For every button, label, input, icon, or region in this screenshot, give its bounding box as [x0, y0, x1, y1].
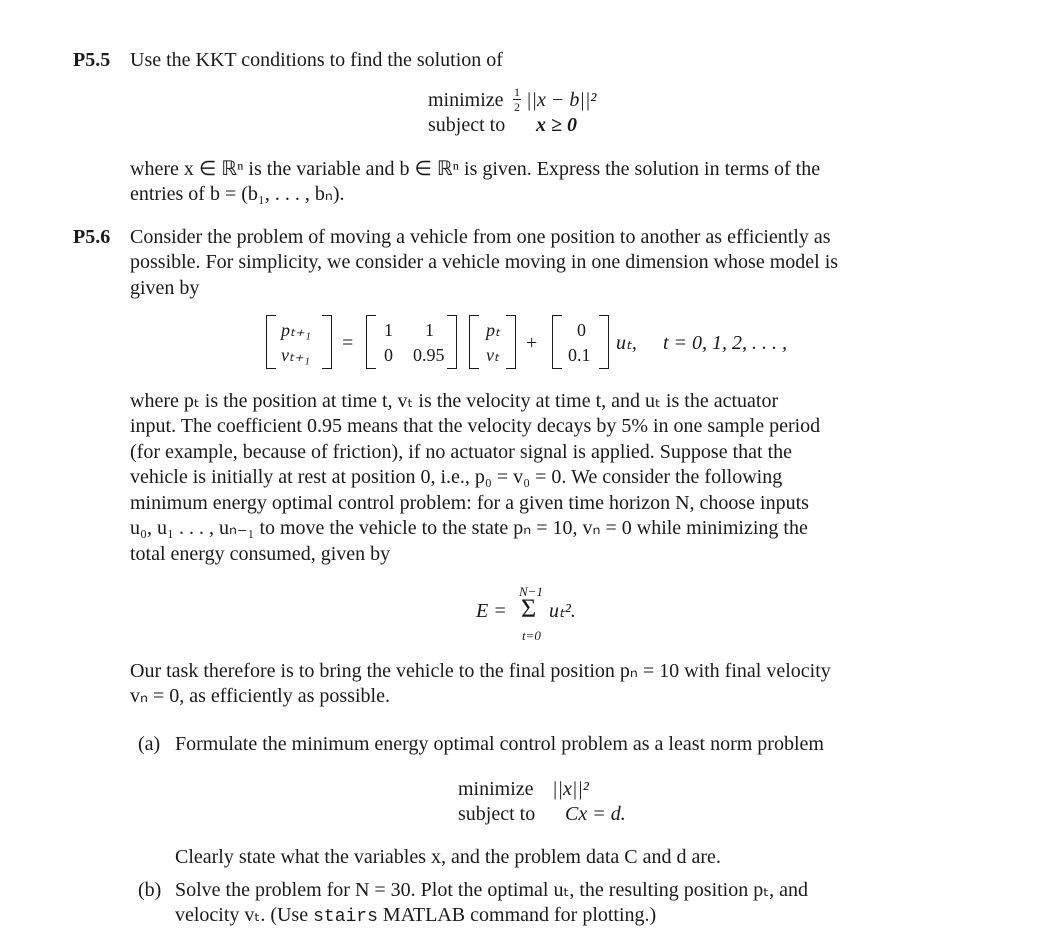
- part-b-line2-pre: velocity vₜ. (Use: [175, 904, 314, 926]
- part-a-objective: ||x||²: [552, 778, 589, 800]
- state-position: pₜ: [486, 320, 501, 340]
- state-velocity: vₜ: [486, 345, 500, 365]
- p55-objective: ||x − b||²: [526, 89, 597, 111]
- sum-upper-limit: N−1: [519, 584, 543, 599]
- p55-constraint: x ≥ 0: [536, 114, 577, 136]
- p56-para-line: where pₜ is the position at time t, vₜ is the velocity at time t, and uₜ is the actuator: [130, 390, 779, 412]
- p55-intro: Use the KKT conditions to find the solution of: [130, 49, 503, 71]
- lhs-velocity: vₜ₊₁: [281, 345, 311, 365]
- p56-para-line: minimum energy optimal control problem: for a given time horizon N, choose inputs: [130, 492, 809, 514]
- part-b-line2: [175, 905, 656, 926]
- bracket-left: [366, 315, 376, 369]
- part-b-line1: Solve the problem for N = 30. Plot the optimal uₜ, the resulting position pₜ, and: [175, 879, 809, 901]
- part-a-label: (a): [138, 733, 161, 755]
- p56-para-line: total energy consumed, given by: [130, 543, 391, 565]
- matrix-a-entry: 0.95: [413, 345, 445, 365]
- part-a-clarify: Clearly state what the variables x, and the problem data C and d are.: [175, 846, 721, 868]
- time-range: t = 0, 1, 2, . . . ,: [663, 332, 788, 354]
- part-b-label: (b): [138, 879, 162, 901]
- p55-where-line1: where x ∈ ℝⁿ is the variable and b ∈ ℝⁿ is given. Express the solution in terms of the: [130, 158, 821, 180]
- p55-subject-to-keyword: subject to: [428, 114, 506, 136]
- matrix-b-entry: 0: [577, 320, 586, 340]
- bracket-right: [506, 315, 516, 369]
- p56-para-line: vehicle is initially at rest at position 0, i.e., p₀ = v₀ = 0. We consider the following: [130, 466, 783, 488]
- p55-where-line2: entries of b = (b₁, . . . , bₙ).: [130, 183, 345, 205]
- lhs-position: pₜ₊₁: [281, 320, 312, 340]
- p56-para-line: input. The coefficient 0.95 means that the velocity decays by 5% in one sample period: [130, 415, 821, 437]
- matrix-a-entry: 1: [425, 320, 434, 340]
- part-a-constraint: Cx = d.: [565, 803, 626, 825]
- part-a-subject-to-keyword: subject to: [458, 803, 536, 825]
- matrix-b-entry: 0.1: [568, 345, 591, 365]
- bracket-right: [599, 315, 609, 369]
- half-fraction-numerator: 1: [514, 85, 520, 99]
- bracket-right: [322, 315, 332, 369]
- bracket-left: [552, 315, 562, 369]
- sum-lower-limit: t=0: [522, 628, 541, 643]
- energy-lhs: E =: [476, 600, 507, 622]
- summation-sign: Σ: [521, 594, 537, 623]
- problem-label-p55: P5.5: [73, 49, 111, 71]
- input-term: uₜ,: [616, 332, 637, 354]
- part-a-minimize-keyword: minimize: [458, 778, 534, 800]
- p56-line1: Consider the problem of moving a vehicle from one position to another as efficiently as: [130, 226, 831, 248]
- part-a-text: Formulate the minimum energy optimal control problem as a least norm problem: [175, 733, 824, 755]
- task-line: Our task therefore is to bring the vehicle to the final position pₙ = 10 with final velocity: [130, 660, 831, 682]
- stairs-command: stairs: [313, 907, 378, 927]
- equals-sign: =: [342, 332, 354, 354]
- part-b-line2-post: MATLAB command for plotting.): [377, 904, 657, 926]
- plus-sign: +: [526, 332, 538, 354]
- energy-term: uₜ².: [549, 600, 576, 622]
- matrix-a-entry: 1: [384, 320, 393, 340]
- p55-minimize-keyword: minimize: [428, 89, 504, 111]
- matrix-a-entry: 0: [384, 345, 393, 365]
- p56-para-line: (for example, because of friction), if no actuator signal is applied. Suppose that the: [130, 441, 793, 463]
- p56-line3: given by: [130, 277, 200, 299]
- bracket-left: [266, 315, 276, 369]
- half-fraction-denominator: 2: [514, 100, 520, 114]
- bracket-right: [447, 315, 457, 369]
- task-line: vₙ = 0, as efficiently as possible.: [130, 685, 390, 707]
- p56-para-line: u₀, u₁ . . . , uₙ₋₁ to move the vehicle to the state pₙ = 10, vₙ = 0 while minimizing the: [130, 517, 808, 539]
- problem-label-p56: P5.6: [73, 226, 111, 248]
- p56-line2: possible. For simplicity, we consider a vehicle moving in one dimension whose model is: [130, 251, 839, 273]
- bracket-left: [469, 315, 479, 369]
